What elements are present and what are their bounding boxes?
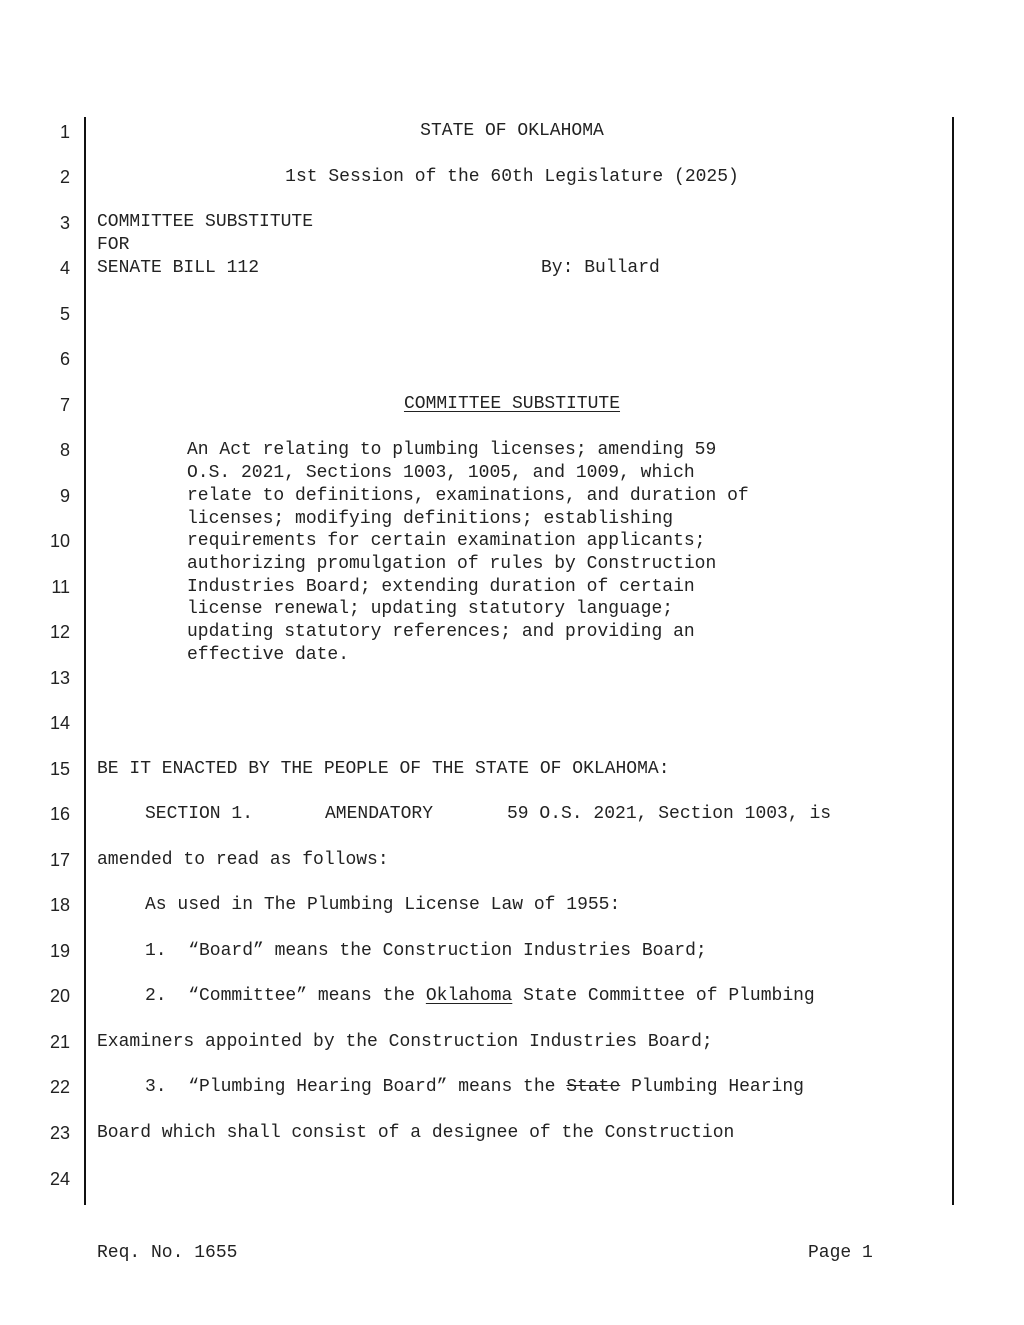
definition-hearing-board	[145, 1076, 804, 1099]
act-summary-line: requirements for certain examination applicants;	[187, 531, 706, 551]
act-summary-line: effective date.	[187, 645, 350, 665]
line-number: 17	[49, 850, 70, 870]
body-line-21: Examiners appointed by the Construction Industries Board;	[97, 1032, 713, 1052]
state-heading: STATE OF OKLAHOMA	[420, 121, 604, 141]
line-number: 4	[59, 258, 70, 278]
section-type: AMENDATORY	[325, 804, 434, 824]
line-number: 19	[49, 941, 70, 961]
line-number: 7	[59, 395, 70, 415]
enacting-clause: BE IT ENACTED BY THE PEOPLE OF THE STATE OF OKLAHOMA:	[97, 759, 670, 779]
act-summary-line: Industries Board; extending duration of certain	[187, 577, 695, 597]
line-number: 9	[59, 486, 70, 506]
line-number: 6	[59, 349, 70, 369]
act-summary-line: license renewal; updating statutory language;	[187, 599, 674, 619]
bill-committee-substitute: COMMITTEE SUBSTITUTE	[97, 212, 314, 232]
line-number: 16	[49, 804, 70, 824]
definition-committee-text: 2. “Committee” means the	[145, 986, 426, 1006]
section-label: SECTION 1.	[145, 804, 254, 824]
act-summary-line: relate to definitions, examinations, and duration of	[187, 486, 749, 506]
definition-committee	[145, 985, 815, 1008]
struck-text: State	[566, 1077, 621, 1097]
line-number: 21	[49, 1032, 70, 1052]
definition-committee-text-cont: State Committee of Plumbing	[512, 986, 815, 1006]
act-summary-line: An Act relating to plumbing licenses; amending 59	[187, 440, 717, 460]
line-number: 24	[49, 1169, 70, 1189]
act-summary-line: authorizing promulgation of rules by Construction	[187, 554, 717, 574]
line-number: 23	[49, 1123, 70, 1143]
body-line-18: As used in The Plumbing License Law of 1955:	[145, 895, 621, 915]
line-number: 3	[59, 213, 70, 233]
page-number: Page 1	[808, 1243, 873, 1263]
line-number: 8	[59, 440, 70, 460]
act-summary-line: updating statutory references; and providing an	[187, 622, 695, 642]
bill-for: FOR	[97, 235, 130, 255]
line-number: 13	[49, 668, 70, 688]
definition-hearing-board-text-cont: Plumbing Hearing	[620, 1077, 804, 1097]
line-number: 5	[59, 304, 70, 324]
request-number: Req. No. 1655	[97, 1243, 238, 1263]
line-number: 12	[49, 622, 70, 642]
line-number: 15	[49, 759, 70, 779]
line-number: 10	[49, 531, 70, 551]
body-line-17: amended to read as follows:	[97, 850, 389, 870]
line-number: 18	[49, 895, 70, 915]
body-line-23: Board which shall consist of a designee of the Construction	[97, 1123, 735, 1143]
bill-number: SENATE BILL 112	[97, 258, 260, 278]
definition-board: 1. “Board” means the Construction Industries Board;	[145, 941, 707, 961]
right-margin-rule	[952, 117, 954, 1205]
line-number: 11	[51, 577, 70, 597]
line-number: 1	[59, 122, 70, 142]
definition-hearing-board-text: 3. “Plumbing Hearing Board” means the	[145, 1077, 567, 1097]
title-heading-text: COMMITTEE SUBSTITUTE	[403, 394, 621, 414]
inserted-text: Oklahoma	[425, 986, 513, 1006]
session-heading: 1st Session of the 60th Legislature (2025)	[285, 167, 739, 187]
section-citation: 59 O.S. 2021, Section 1003, is	[507, 804, 832, 824]
line-number: 20	[49, 986, 70, 1006]
line-number: 2	[59, 167, 70, 187]
line-number: 14	[49, 713, 70, 733]
act-summary-line: licenses; modifying definitions; establishing	[187, 509, 674, 529]
line-number: 22	[49, 1077, 70, 1097]
title-heading	[97, 393, 927, 416]
act-summary-line: O.S. 2021, Sections 1003, 1005, and 1009, which	[187, 463, 695, 483]
left-margin-rule	[84, 117, 86, 1205]
bill-author: By: Bullard	[541, 258, 660, 278]
